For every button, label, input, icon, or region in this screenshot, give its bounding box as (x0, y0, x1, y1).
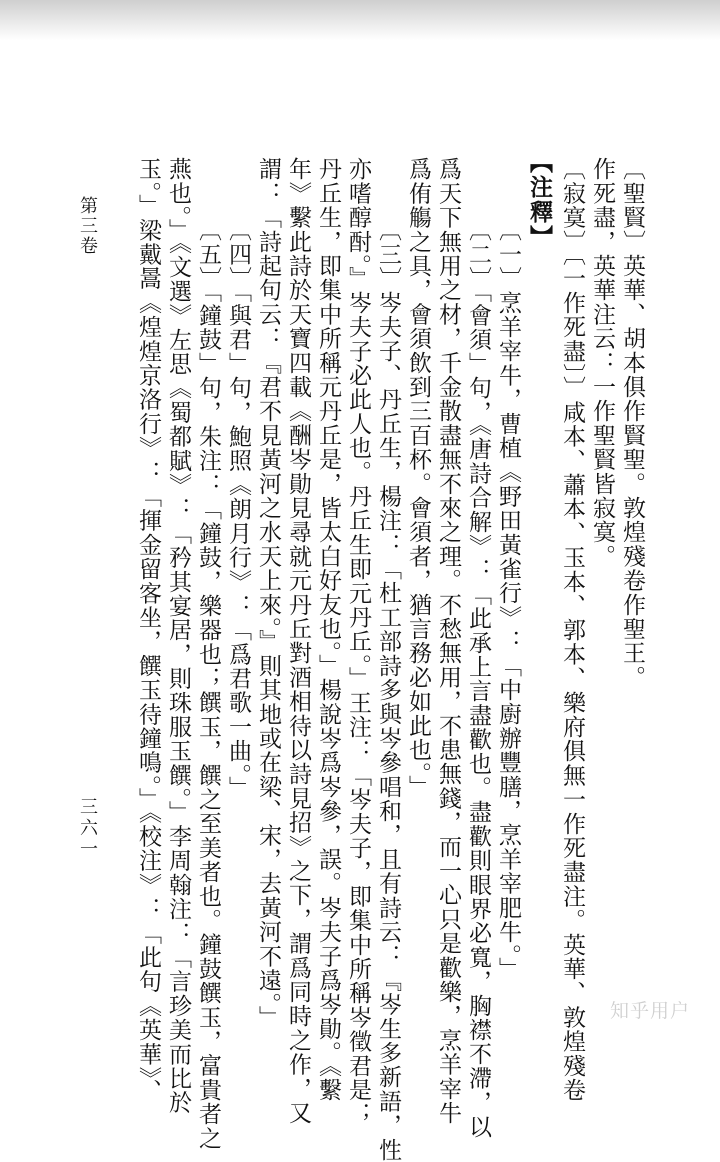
text-column-note-6: 亦嗜醇酎。』岑夫子必此人也。丹丘生即元丹丘。」王注：「岑夫子，即集中所稱岑徵君是； (345, 157, 371, 1127)
text-column-note-7: 丹丘生，即集中所稱元丹丘是，皆太白好友也。」楊說岑爲岑參，誤。岑夫子爲岑勛。《繫 (315, 157, 341, 1102)
page-top-shadow (0, 0, 720, 40)
text-column-note-2: 〔二〕「會須」句，《唐詩合解》：「此承上言盡歡也。盡歡則眼界必寬，胸襟不滯，以 (465, 218, 491, 1139)
running-head: 第三卷 (77, 196, 98, 256)
text-column-note-10: 〔四〕「與君」句，鮑照《朗月行》：「爲君歌一曲。」 (225, 218, 251, 800)
text-column-note-9: 謂：「詩起句云：『君不見黃河之水天上來。』則其地或在梁、宋，去黃河不遠。」 (255, 157, 281, 1030)
page-number: 三六一 (77, 797, 98, 860)
text-column-note-11: 〔五〕「鐘鼓」句，朱注：「鐘鼓，樂器也；饌玉，饌之至美者也。鐘鼓饌玉，富貴者之 (195, 218, 221, 1151)
text-column-note-12: 燕也。」《文選》左思《蜀都賦》：「矜其宴居，則珠服玉饌。」李周翰注：「言珍美而比於 (165, 157, 191, 1115)
text-column-note-1: 〔一〕烹羊宰牛，曹植《野田黃雀行》：「中廚辦豐膳，烹羊宰肥牛。」 (495, 218, 521, 981)
text-column-2: 〔寂寞〕〔一作死盡〕〕咸本、蕭本、玉本、郭本、樂府俱無一作死盡注。英華、敦煌殘卷 (559, 157, 585, 1102)
text-column-note-13: 玉。」梁戴暠《煌煌京洛行》：「揮金留客坐，饌玉待鐘鳴。」《校注》：「此句《英華》、 (135, 157, 161, 1104)
text-column-note-5: 〔三〕岑夫子、丹丘生，楊注：「杜工部詩多與岑參唱和，且有詩云：『岑生多新語，性 (375, 218, 401, 1162)
text-column-note-4: 爲侑觴之具，會須飲到三百杯。會須者，猶言務必如此也。」 (405, 157, 431, 799)
text-column-1: 作死盡，英華注云：一作聖賢皆寂寞。 (589, 157, 615, 569)
notes-header: 【注釋】 (526, 150, 553, 250)
text-column-note-3: 爲天下無用之材，千金散盡無不來之理。不愁無用，不患無錢，而一心只是歡樂，烹羊宰牛 (435, 157, 461, 1125)
watermark: 知乎用户 (610, 1000, 691, 1022)
text-column-variant-1: 〔聖賢〕英華、胡本俱作賢聖。敦煌殘卷作聖王。 (619, 157, 645, 690)
text-column-note-8: 年》繫此詩於天寶四載《酬岑勛見尋就元丹丘對酒相待以詩見招》之下，謂爲同時之作，又 (285, 157, 311, 1125)
